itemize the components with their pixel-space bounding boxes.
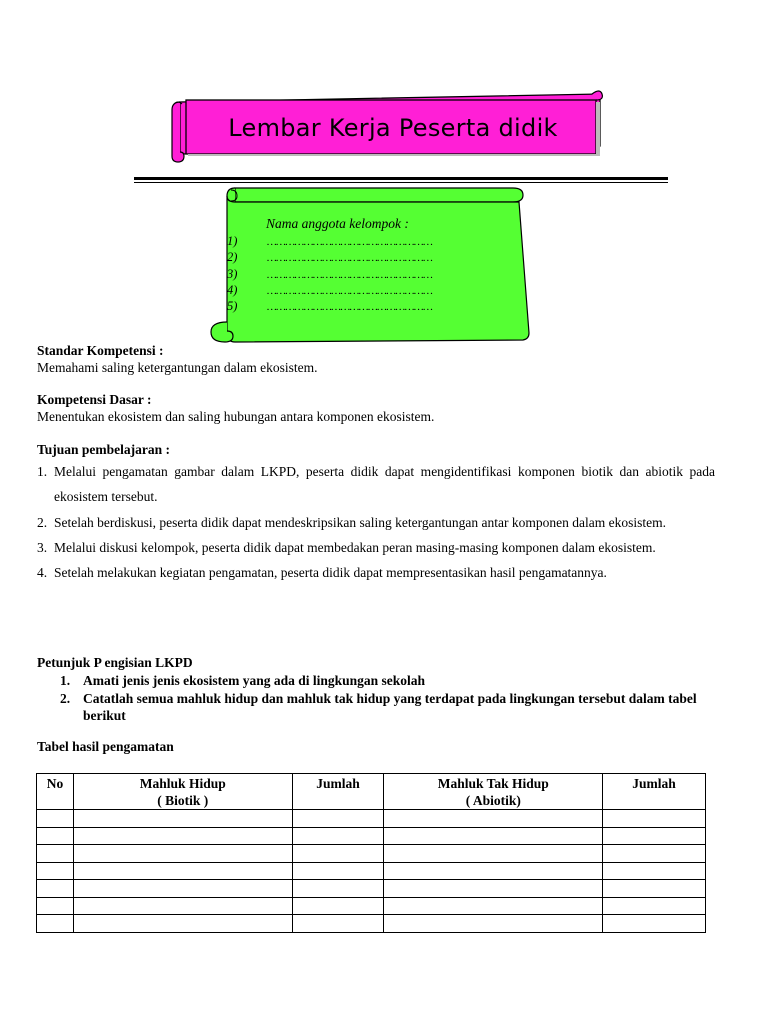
table-cell[interactable] bbox=[384, 810, 603, 828]
list-item: 2. Catatlah semua mahluk hidup dan mahluk tak hidup yang terdapat pada lingkungan tersebut dalam tabel berikut bbox=[60, 690, 697, 723]
list-item: 3. Melalui diskusi kelompok, peserta didik dapat membedakan peran masing-masing komponen dalam ekosistem. bbox=[37, 539, 656, 555]
table-cell[interactable] bbox=[73, 915, 292, 933]
table-row bbox=[37, 880, 706, 898]
member-blank: ……………………………………………… bbox=[267, 301, 433, 314]
table-cell[interactable] bbox=[37, 880, 74, 898]
table-cell[interactable] bbox=[292, 862, 384, 880]
list-item: 4. Setelah melakukan kegiatan pengamatan, peserta didik dapat mempresentasikan hasil pengamatannya. bbox=[37, 565, 607, 581]
table-cell[interactable] bbox=[73, 897, 292, 915]
table-cell[interactable] bbox=[384, 897, 603, 915]
col-biotik: Mahluk Hidup ( Biotik ) bbox=[73, 774, 292, 810]
table-row bbox=[37, 845, 706, 863]
table-cell[interactable] bbox=[292, 880, 384, 898]
table-cell[interactable] bbox=[292, 845, 384, 863]
table-cell[interactable] bbox=[73, 827, 292, 845]
col-abiotik: Mahluk Tak Hidup ( Abiotik) bbox=[384, 774, 603, 810]
table-cell[interactable] bbox=[603, 880, 706, 898]
member-blank: ……………………………………………… bbox=[267, 268, 433, 281]
member-row: 1) ……………………………………………… bbox=[227, 233, 487, 249]
table-cell[interactable] bbox=[603, 810, 706, 828]
table-cell[interactable] bbox=[37, 897, 74, 915]
table-cell[interactable] bbox=[37, 810, 74, 828]
table-cell[interactable] bbox=[73, 845, 292, 863]
table-cell[interactable] bbox=[37, 827, 74, 845]
list-item: 1. Melalui pengamatan gambar dalam LKPD, peserta didik dapat mengidentifikasi komponen biotik dan abiotik pada ekosistem tersebut. bbox=[37, 464, 715, 505]
table-row bbox=[37, 862, 706, 880]
member-blank: ……………………………………………… bbox=[267, 236, 433, 248]
table-cell[interactable] bbox=[603, 915, 706, 933]
table-cell[interactable] bbox=[73, 880, 292, 898]
member-blank: ……………………………………………… bbox=[267, 252, 433, 265]
table-cell[interactable] bbox=[384, 827, 603, 845]
table-cell[interactable] bbox=[292, 897, 384, 915]
tabel-heading: Tabel hasil pengamatan bbox=[37, 739, 174, 754]
table-row bbox=[37, 827, 706, 845]
table-cell[interactable] bbox=[37, 915, 74, 933]
table-cell[interactable] bbox=[384, 880, 603, 898]
standar-text: Memahami saling ketergantungan dalam ekosistem. bbox=[37, 360, 318, 375]
page-title: Lembar Kerja Peserta didik bbox=[228, 114, 558, 142]
table-cell[interactable] bbox=[292, 827, 384, 845]
tujuan-list bbox=[37, 459, 715, 585]
table-cell[interactable] bbox=[384, 845, 603, 863]
col-jumlah-biotik: Jumlah bbox=[292, 774, 384, 810]
table-cell[interactable] bbox=[37, 862, 74, 880]
table-cell[interactable] bbox=[603, 827, 706, 845]
table-cell[interactable] bbox=[37, 845, 74, 863]
table-row bbox=[37, 897, 706, 915]
member-row: 4) ……………………………………………… bbox=[227, 282, 487, 298]
table-row bbox=[37, 915, 706, 933]
kompetensi-heading: Kompetensi Dasar : bbox=[37, 392, 152, 407]
table-cell[interactable] bbox=[384, 862, 603, 880]
table-cell[interactable] bbox=[384, 915, 603, 933]
member-row: 5) ……………………………………………… bbox=[227, 298, 487, 314]
table-row bbox=[37, 810, 706, 828]
petunjuk-heading: Petunjuk P engisian LKPD bbox=[37, 655, 193, 670]
table-cell[interactable] bbox=[603, 845, 706, 863]
member-blank: ……………………………………………… bbox=[267, 284, 433, 297]
kompetensi-text: Menentukan ekosistem dan saling hubungan antara komponen ekosistem. bbox=[37, 409, 435, 424]
group-heading: Nama anggota kelompok : bbox=[266, 216, 409, 231]
table-cell[interactable] bbox=[292, 810, 384, 828]
table-cell[interactable] bbox=[292, 915, 384, 933]
member-row: 2) ……………………………………………… bbox=[227, 249, 487, 265]
member-list bbox=[227, 233, 487, 314]
col-jumlah-abiotik: Jumlah bbox=[603, 774, 706, 810]
observation-table bbox=[36, 773, 706, 933]
standar-heading: Standar Kompetensi : bbox=[37, 343, 164, 358]
title-divider-thick bbox=[134, 177, 668, 180]
list-item: 2. Setelah berdiskusi, peserta didik dapat mendeskripsikan saling ketergantungan antar komponen dalam ekosistem. bbox=[37, 514, 666, 530]
table-cell[interactable] bbox=[603, 862, 706, 880]
list-item: 1. Amati jenis jenis ekosistem yang ada di lingkungan sekolah bbox=[60, 673, 426, 688]
tujuan-heading: Tujuan pembelajaran : bbox=[37, 442, 171, 457]
table-cell[interactable] bbox=[73, 862, 292, 880]
col-no: No bbox=[37, 774, 74, 810]
table-cell[interactable] bbox=[73, 810, 292, 828]
table-cell[interactable] bbox=[603, 897, 706, 915]
member-row: 3) ……………………………………………… bbox=[227, 266, 487, 282]
table-header-row bbox=[37, 774, 706, 810]
petunjuk-list bbox=[60, 672, 720, 725]
